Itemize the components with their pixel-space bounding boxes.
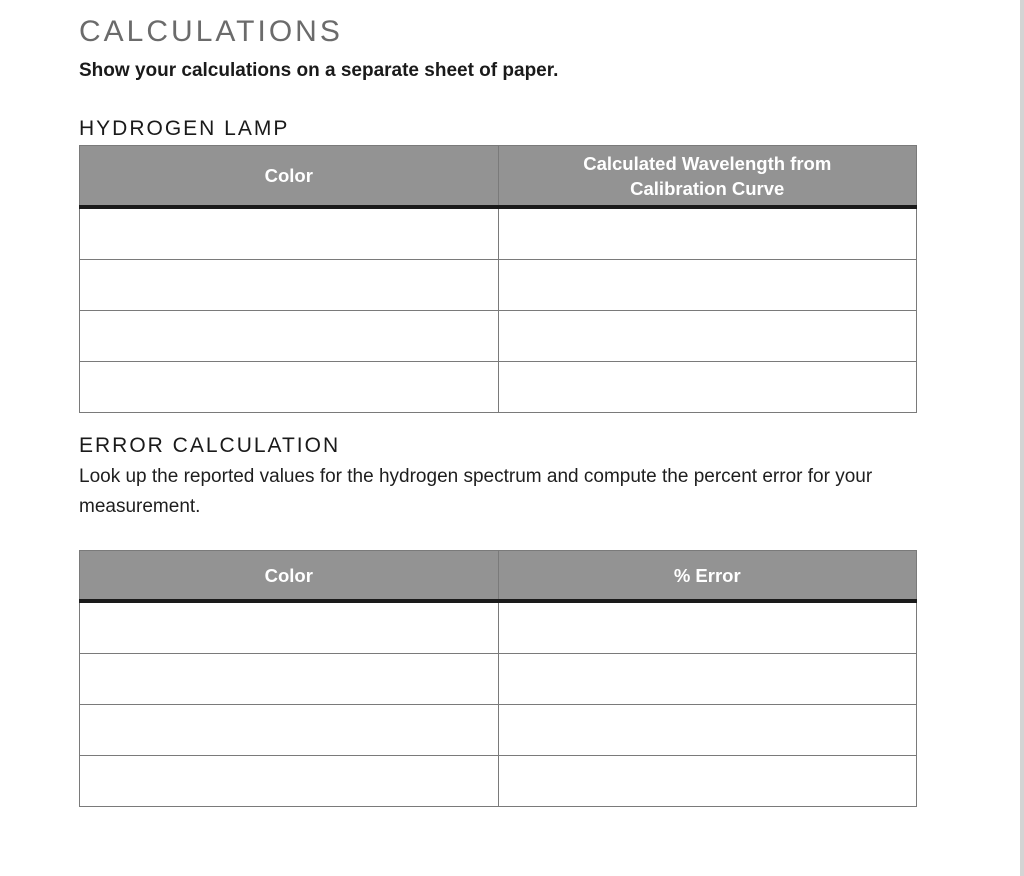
column-header-label: Color xyxy=(264,165,313,186)
error-calculation-description: Look up the reported values for the hydrogen spectrum and compute the percent error for your measurement. xyxy=(79,466,873,517)
table-row xyxy=(80,362,917,413)
color-cell[interactable] xyxy=(80,362,499,413)
color-cell[interactable] xyxy=(80,705,499,756)
table-row xyxy=(80,260,917,311)
column-header-color xyxy=(80,551,499,602)
table-row xyxy=(80,311,917,362)
table-header-row xyxy=(80,551,917,602)
table-row xyxy=(80,601,917,654)
page-title: CALCULATIONS xyxy=(79,15,343,48)
color-cell[interactable] xyxy=(80,207,499,260)
hydrogen-lamp-table xyxy=(79,145,917,413)
table-row xyxy=(80,705,917,756)
color-cell[interactable] xyxy=(80,756,499,807)
color-cell[interactable] xyxy=(80,260,499,311)
hydrogen-lamp-heading: HYDROGEN LAMP xyxy=(79,117,290,140)
error-calculation-table xyxy=(79,550,917,807)
table-row xyxy=(80,756,917,807)
wavelength-cell[interactable] xyxy=(498,260,917,311)
column-header-color xyxy=(80,146,499,208)
color-cell[interactable] xyxy=(80,601,499,654)
percent-error-cell[interactable] xyxy=(498,756,917,807)
wavelength-cell[interactable] xyxy=(498,311,917,362)
column-header-label: Color xyxy=(264,564,313,586)
table-row xyxy=(80,207,917,260)
page-edge xyxy=(1020,0,1024,876)
wavelength-cell[interactable] xyxy=(498,207,917,260)
percent-error-cell[interactable] xyxy=(498,601,917,654)
color-cell[interactable] xyxy=(80,654,499,705)
percent-error-cell[interactable] xyxy=(498,654,917,705)
wavelength-cell[interactable] xyxy=(498,362,917,413)
percent-error-cell[interactable] xyxy=(498,705,917,756)
color-cell[interactable] xyxy=(80,311,499,362)
column-header-label: % Error xyxy=(673,564,741,586)
instruction-text: Show your calculations on a separate sheet of paper. xyxy=(79,60,559,81)
column-header-label: Calculated Wavelength from Calibration Curve xyxy=(583,152,832,199)
error-calculation-heading: ERROR CALCULATION xyxy=(79,434,341,457)
table-header-row xyxy=(80,146,917,208)
column-header-percent-error xyxy=(498,551,917,602)
table-row xyxy=(80,654,917,705)
column-header-wavelength xyxy=(498,146,917,208)
